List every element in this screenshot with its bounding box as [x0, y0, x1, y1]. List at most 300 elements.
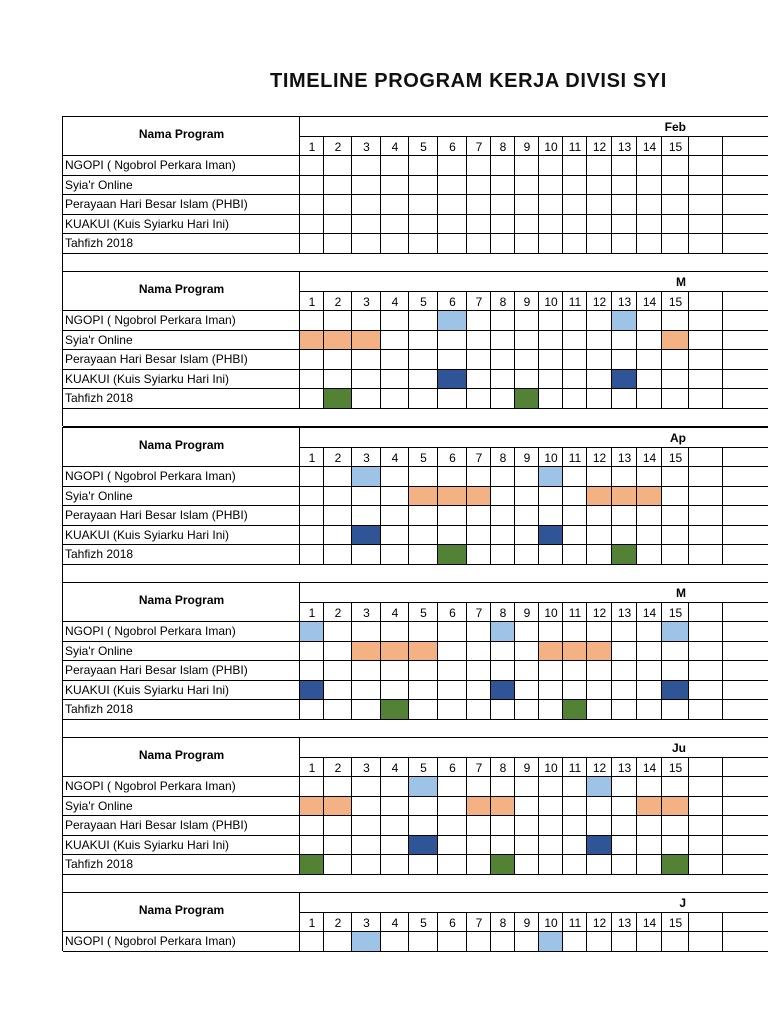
- schedule-cell[interactable]: [467, 350, 491, 370]
- schedule-cell[interactable]: [409, 797, 438, 817]
- schedule-cell[interactable]: [352, 797, 381, 817]
- schedule-cell[interactable]: [324, 467, 352, 487]
- schedule-cell[interactable]: [300, 176, 324, 196]
- schedule-cell[interactable]: [467, 777, 491, 797]
- schedule-cell[interactable]: [723, 487, 768, 507]
- schedule-cell[interactable]: [612, 156, 637, 176]
- schedule-cell[interactable]: [637, 816, 662, 836]
- schedule-cell[interactable]: [438, 855, 467, 875]
- schedule-cell[interactable]: [409, 370, 438, 390]
- schedule-cell[interactable]: [515, 467, 539, 487]
- schedule-cell[interactable]: [563, 156, 587, 176]
- schedule-cell[interactable]: [438, 777, 467, 797]
- scheduled-cell-orange[interactable]: [352, 331, 381, 351]
- schedule-cell[interactable]: [637, 467, 662, 487]
- schedule-cell[interactable]: [723, 176, 768, 196]
- schedule-cell[interactable]: [723, 816, 768, 836]
- scheduled-cell-orange[interactable]: [438, 487, 467, 507]
- scheduled-cell-green[interactable]: [563, 700, 587, 720]
- schedule-cell[interactable]: [689, 487, 723, 507]
- schedule-cell[interactable]: [689, 816, 723, 836]
- schedule-cell[interactable]: [324, 681, 352, 701]
- schedule-cell[interactable]: [515, 487, 539, 507]
- schedule-cell[interactable]: [539, 681, 563, 701]
- schedule-cell[interactable]: [381, 389, 409, 409]
- scheduled-cell-orange[interactable]: [539, 642, 563, 662]
- schedule-cell[interactable]: [563, 234, 587, 254]
- scheduled-cell-orange[interactable]: [637, 487, 662, 507]
- schedule-cell[interactable]: [723, 545, 768, 565]
- schedule-cell[interactable]: [723, 797, 768, 817]
- schedule-cell[interactable]: [563, 487, 587, 507]
- schedule-cell[interactable]: [637, 855, 662, 875]
- schedule-cell[interactable]: [352, 700, 381, 720]
- schedule-cell[interactable]: [689, 467, 723, 487]
- schedule-cell[interactable]: [563, 932, 587, 952]
- schedule-cell[interactable]: [515, 311, 539, 331]
- scheduled-cell-green[interactable]: [491, 855, 515, 875]
- schedule-cell[interactable]: [352, 836, 381, 856]
- schedule-cell[interactable]: [662, 777, 689, 797]
- schedule-cell[interactable]: [438, 622, 467, 642]
- schedule-cell[interactable]: [662, 836, 689, 856]
- schedule-cell[interactable]: [491, 526, 515, 546]
- schedule-cell[interactable]: [662, 195, 689, 215]
- schedule-cell[interactable]: [637, 234, 662, 254]
- schedule-cell[interactable]: [612, 331, 637, 351]
- schedule-cell[interactable]: [637, 642, 662, 662]
- scheduled-cell-orange[interactable]: [300, 331, 324, 351]
- schedule-cell[interactable]: [515, 506, 539, 526]
- schedule-cell[interactable]: [467, 681, 491, 701]
- schedule-cell[interactable]: [491, 700, 515, 720]
- scheduled-cell-green[interactable]: [438, 545, 467, 565]
- schedule-cell[interactable]: [515, 700, 539, 720]
- schedule-cell[interactable]: [637, 700, 662, 720]
- schedule-cell[interactable]: [689, 622, 723, 642]
- schedule-cell[interactable]: [438, 932, 467, 952]
- schedule-cell[interactable]: [352, 816, 381, 836]
- schedule-cell[interactable]: [515, 156, 539, 176]
- schedule-cell[interactable]: [324, 661, 352, 681]
- scheduled-cell-orange[interactable]: [563, 642, 587, 662]
- schedule-cell[interactable]: [381, 311, 409, 331]
- scheduled-cell-navy[interactable]: [438, 370, 467, 390]
- schedule-cell[interactable]: [381, 506, 409, 526]
- schedule-cell[interactable]: [723, 855, 768, 875]
- schedule-cell[interactable]: [723, 642, 768, 662]
- schedule-cell[interactable]: [467, 389, 491, 409]
- schedule-cell[interactable]: [409, 526, 438, 546]
- schedule-cell[interactable]: [491, 156, 515, 176]
- schedule-cell[interactable]: [587, 932, 612, 952]
- schedule-cell[interactable]: [612, 836, 637, 856]
- schedule-cell[interactable]: [563, 797, 587, 817]
- schedule-cell[interactable]: [300, 156, 324, 176]
- schedule-cell[interactable]: [409, 545, 438, 565]
- schedule-cell[interactable]: [491, 642, 515, 662]
- schedule-cell[interactable]: [612, 816, 637, 836]
- schedule-cell[interactable]: [324, 370, 352, 390]
- schedule-cell[interactable]: [515, 545, 539, 565]
- schedule-cell[interactable]: [612, 622, 637, 642]
- schedule-cell[interactable]: [491, 370, 515, 390]
- schedule-cell[interactable]: [467, 195, 491, 215]
- schedule-cell[interactable]: [689, 855, 723, 875]
- schedule-cell[interactable]: [637, 176, 662, 196]
- schedule-cell[interactable]: [689, 932, 723, 952]
- schedule-cell[interactable]: [515, 816, 539, 836]
- schedule-cell[interactable]: [689, 700, 723, 720]
- schedule-cell[interactable]: [515, 797, 539, 817]
- schedule-cell[interactable]: [612, 777, 637, 797]
- schedule-cell[interactable]: [409, 681, 438, 701]
- schedule-cell[interactable]: [637, 932, 662, 952]
- schedule-cell[interactable]: [438, 836, 467, 856]
- schedule-cell[interactable]: [587, 331, 612, 351]
- schedule-cell[interactable]: [612, 350, 637, 370]
- scheduled-cell-green[interactable]: [300, 855, 324, 875]
- schedule-cell[interactable]: [409, 506, 438, 526]
- scheduled-cell-lightblue[interactable]: [539, 467, 563, 487]
- schedule-cell[interactable]: [662, 526, 689, 546]
- schedule-cell[interactable]: [409, 700, 438, 720]
- schedule-cell[interactable]: [324, 234, 352, 254]
- schedule-cell[interactable]: [324, 487, 352, 507]
- schedule-cell[interactable]: [515, 195, 539, 215]
- schedule-cell[interactable]: [637, 506, 662, 526]
- schedule-cell[interactable]: [612, 797, 637, 817]
- schedule-cell[interactable]: [438, 331, 467, 351]
- schedule-cell[interactable]: [539, 389, 563, 409]
- schedule-cell[interactable]: [467, 331, 491, 351]
- schedule-cell[interactable]: [662, 234, 689, 254]
- schedule-cell[interactable]: [563, 331, 587, 351]
- schedule-cell[interactable]: [637, 681, 662, 701]
- schedule-cell[interactable]: [324, 622, 352, 642]
- schedule-cell[interactable]: [662, 545, 689, 565]
- schedule-cell[interactable]: [662, 370, 689, 390]
- schedule-cell[interactable]: [300, 389, 324, 409]
- schedule-cell[interactable]: [689, 389, 723, 409]
- schedule-cell[interactable]: [491, 777, 515, 797]
- schedule-cell[interactable]: [467, 622, 491, 642]
- schedule-cell[interactable]: [689, 681, 723, 701]
- schedule-cell[interactable]: [539, 700, 563, 720]
- schedule-cell[interactable]: [491, 816, 515, 836]
- schedule-cell[interactable]: [381, 797, 409, 817]
- schedule-cell[interactable]: [515, 836, 539, 856]
- schedule-cell[interactable]: [637, 836, 662, 856]
- schedule-cell[interactable]: [539, 545, 563, 565]
- schedule-cell[interactable]: [539, 234, 563, 254]
- schedule-cell[interactable]: [612, 215, 637, 235]
- schedule-cell[interactable]: [612, 681, 637, 701]
- schedule-cell[interactable]: [381, 526, 409, 546]
- schedule-cell[interactable]: [467, 642, 491, 662]
- schedule-cell[interactable]: [352, 506, 381, 526]
- schedule-cell[interactable]: [324, 506, 352, 526]
- schedule-cell[interactable]: [409, 234, 438, 254]
- schedule-cell[interactable]: [539, 855, 563, 875]
- schedule-cell[interactable]: [723, 700, 768, 720]
- schedule-cell[interactable]: [352, 681, 381, 701]
- schedule-cell[interactable]: [662, 156, 689, 176]
- schedule-cell[interactable]: [467, 545, 491, 565]
- schedule-cell[interactable]: [491, 467, 515, 487]
- schedule-cell[interactable]: [467, 311, 491, 331]
- scheduled-cell-orange[interactable]: [612, 487, 637, 507]
- schedule-cell[interactable]: [587, 855, 612, 875]
- schedule-cell[interactable]: [662, 350, 689, 370]
- scheduled-cell-lightblue[interactable]: [612, 311, 637, 331]
- schedule-cell[interactable]: [324, 642, 352, 662]
- schedule-cell[interactable]: [467, 234, 491, 254]
- schedule-cell[interactable]: [409, 467, 438, 487]
- schedule-cell[interactable]: [324, 176, 352, 196]
- schedule-cell[interactable]: [723, 215, 768, 235]
- schedule-cell[interactable]: [324, 545, 352, 565]
- schedule-cell[interactable]: [515, 526, 539, 546]
- schedule-cell[interactable]: [381, 467, 409, 487]
- schedule-cell[interactable]: [563, 389, 587, 409]
- schedule-cell[interactable]: [723, 467, 768, 487]
- scheduled-cell-orange[interactable]: [409, 642, 438, 662]
- schedule-cell[interactable]: [563, 836, 587, 856]
- schedule-cell[interactable]: [723, 195, 768, 215]
- schedule-cell[interactable]: [467, 215, 491, 235]
- schedule-cell[interactable]: [662, 932, 689, 952]
- schedule-cell[interactable]: [352, 545, 381, 565]
- schedule-cell[interactable]: [539, 156, 563, 176]
- schedule-cell[interactable]: [467, 467, 491, 487]
- schedule-cell[interactable]: [300, 777, 324, 797]
- schedule-cell[interactable]: [515, 215, 539, 235]
- schedule-cell[interactable]: [324, 311, 352, 331]
- schedule-cell[interactable]: [662, 389, 689, 409]
- schedule-cell[interactable]: [467, 156, 491, 176]
- schedule-cell[interactable]: [515, 176, 539, 196]
- schedule-cell[interactable]: [612, 855, 637, 875]
- schedule-cell[interactable]: [587, 389, 612, 409]
- schedule-cell[interactable]: [612, 700, 637, 720]
- schedule-cell[interactable]: [438, 350, 467, 370]
- schedule-cell[interactable]: [587, 370, 612, 390]
- scheduled-cell-orange[interactable]: [662, 331, 689, 351]
- schedule-cell[interactable]: [491, 176, 515, 196]
- schedule-cell[interactable]: [689, 526, 723, 546]
- schedule-cell[interactable]: [409, 622, 438, 642]
- scheduled-cell-lightblue[interactable]: [352, 467, 381, 487]
- schedule-cell[interactable]: [515, 370, 539, 390]
- schedule-cell[interactable]: [438, 700, 467, 720]
- schedule-cell[interactable]: [689, 195, 723, 215]
- schedule-cell[interactable]: [381, 370, 409, 390]
- schedule-cell[interactable]: [352, 311, 381, 331]
- schedule-cell[interactable]: [587, 545, 612, 565]
- schedule-cell[interactable]: [381, 156, 409, 176]
- schedule-cell[interactable]: [381, 681, 409, 701]
- schedule-cell[interactable]: [324, 526, 352, 546]
- schedule-cell[interactable]: [491, 545, 515, 565]
- schedule-cell[interactable]: [612, 467, 637, 487]
- schedule-cell[interactable]: [515, 681, 539, 701]
- schedule-cell[interactable]: [324, 777, 352, 797]
- schedule-cell[interactable]: [587, 506, 612, 526]
- scheduled-cell-green[interactable]: [515, 389, 539, 409]
- schedule-cell[interactable]: [587, 526, 612, 546]
- schedule-cell[interactable]: [689, 777, 723, 797]
- schedule-cell[interactable]: [352, 661, 381, 681]
- schedule-cell[interactable]: [723, 777, 768, 797]
- schedule-cell[interactable]: [491, 836, 515, 856]
- schedule-cell[interactable]: [300, 661, 324, 681]
- schedule-cell[interactable]: [467, 506, 491, 526]
- schedule-cell[interactable]: [409, 311, 438, 331]
- schedule-cell[interactable]: [689, 642, 723, 662]
- schedule-cell[interactable]: [300, 487, 324, 507]
- scheduled-cell-orange[interactable]: [662, 797, 689, 817]
- schedule-cell[interactable]: [324, 156, 352, 176]
- schedule-cell[interactable]: [300, 545, 324, 565]
- schedule-cell[interactable]: [637, 545, 662, 565]
- schedule-cell[interactable]: [300, 932, 324, 952]
- schedule-cell[interactable]: [438, 661, 467, 681]
- schedule-cell[interactable]: [612, 176, 637, 196]
- schedule-cell[interactable]: [637, 777, 662, 797]
- schedule-cell[interactable]: [491, 389, 515, 409]
- schedule-cell[interactable]: [637, 311, 662, 331]
- schedule-cell[interactable]: [324, 855, 352, 875]
- schedule-cell[interactable]: [467, 370, 491, 390]
- schedule-cell[interactable]: [409, 350, 438, 370]
- schedule-cell[interactable]: [689, 661, 723, 681]
- scheduled-cell-navy[interactable]: [491, 681, 515, 701]
- schedule-cell[interactable]: [723, 836, 768, 856]
- scheduled-cell-green[interactable]: [662, 855, 689, 875]
- schedule-cell[interactable]: [563, 777, 587, 797]
- schedule-cell[interactable]: [300, 816, 324, 836]
- schedule-cell[interactable]: [438, 816, 467, 836]
- schedule-cell[interactable]: [587, 700, 612, 720]
- schedule-cell[interactable]: [491, 932, 515, 952]
- schedule-cell[interactable]: [563, 622, 587, 642]
- schedule-cell[interactable]: [563, 350, 587, 370]
- schedule-cell[interactable]: [723, 681, 768, 701]
- schedule-cell[interactable]: [352, 370, 381, 390]
- schedule-cell[interactable]: [587, 311, 612, 331]
- schedule-cell[interactable]: [409, 215, 438, 235]
- schedule-cell[interactable]: [381, 545, 409, 565]
- schedule-cell[interactable]: [381, 234, 409, 254]
- schedule-cell[interactable]: [662, 215, 689, 235]
- schedule-cell[interactable]: [324, 215, 352, 235]
- schedule-cell[interactable]: [637, 331, 662, 351]
- scheduled-cell-lightblue[interactable]: [300, 622, 324, 642]
- schedule-cell[interactable]: [467, 700, 491, 720]
- schedule-cell[interactable]: [324, 816, 352, 836]
- schedule-cell[interactable]: [539, 661, 563, 681]
- schedule-cell[interactable]: [539, 777, 563, 797]
- schedule-cell[interactable]: [637, 526, 662, 546]
- scheduled-cell-orange[interactable]: [587, 487, 612, 507]
- schedule-cell[interactable]: [539, 836, 563, 856]
- schedule-cell[interactable]: [563, 176, 587, 196]
- schedule-cell[interactable]: [612, 526, 637, 546]
- schedule-cell[interactable]: [491, 331, 515, 351]
- schedule-cell[interactable]: [637, 215, 662, 235]
- schedule-cell[interactable]: [467, 816, 491, 836]
- schedule-cell[interactable]: [612, 932, 637, 952]
- schedule-cell[interactable]: [539, 370, 563, 390]
- schedule-cell[interactable]: [723, 506, 768, 526]
- schedule-cell[interactable]: [587, 797, 612, 817]
- schedule-cell[interactable]: [300, 350, 324, 370]
- schedule-cell[interactable]: [438, 176, 467, 196]
- schedule-cell[interactable]: [381, 331, 409, 351]
- schedule-cell[interactable]: [587, 234, 612, 254]
- scheduled-cell-green[interactable]: [381, 700, 409, 720]
- schedule-cell[interactable]: [300, 234, 324, 254]
- schedule-cell[interactable]: [689, 350, 723, 370]
- schedule-cell[interactable]: [438, 506, 467, 526]
- schedule-cell[interactable]: [438, 215, 467, 235]
- schedule-cell[interactable]: [689, 370, 723, 390]
- schedule-cell[interactable]: [587, 156, 612, 176]
- schedule-cell[interactable]: [300, 215, 324, 235]
- schedule-cell[interactable]: [563, 370, 587, 390]
- schedule-cell[interactable]: [381, 215, 409, 235]
- schedule-cell[interactable]: [637, 389, 662, 409]
- schedule-cell[interactable]: [438, 797, 467, 817]
- schedule-cell[interactable]: [467, 176, 491, 196]
- schedule-cell[interactable]: [491, 350, 515, 370]
- schedule-cell[interactable]: [637, 195, 662, 215]
- scheduled-cell-orange[interactable]: [324, 797, 352, 817]
- schedule-cell[interactable]: [300, 311, 324, 331]
- schedule-cell[interactable]: [723, 350, 768, 370]
- schedule-cell[interactable]: [587, 350, 612, 370]
- schedule-cell[interactable]: [563, 545, 587, 565]
- schedule-cell[interactable]: [438, 195, 467, 215]
- schedule-cell[interactable]: [352, 622, 381, 642]
- schedule-cell[interactable]: [352, 777, 381, 797]
- schedule-cell[interactable]: [539, 331, 563, 351]
- schedule-cell[interactable]: [438, 156, 467, 176]
- schedule-cell[interactable]: [723, 311, 768, 331]
- schedule-cell[interactable]: [352, 487, 381, 507]
- schedule-cell[interactable]: [689, 797, 723, 817]
- schedule-cell[interactable]: [324, 195, 352, 215]
- scheduled-cell-orange[interactable]: [587, 642, 612, 662]
- schedule-cell[interactable]: [723, 526, 768, 546]
- schedule-cell[interactable]: [324, 700, 352, 720]
- schedule-cell[interactable]: [300, 195, 324, 215]
- schedule-cell[interactable]: [563, 661, 587, 681]
- schedule-cell[interactable]: [723, 389, 768, 409]
- schedule-cell[interactable]: [539, 622, 563, 642]
- schedule-cell[interactable]: [637, 350, 662, 370]
- scheduled-cell-lightblue[interactable]: [352, 932, 381, 952]
- scheduled-cell-navy[interactable]: [300, 681, 324, 701]
- scheduled-cell-orange[interactable]: [491, 797, 515, 817]
- scheduled-cell-navy[interactable]: [352, 526, 381, 546]
- schedule-cell[interactable]: [300, 700, 324, 720]
- schedule-cell[interactable]: [539, 487, 563, 507]
- schedule-cell[interactable]: [539, 797, 563, 817]
- schedule-cell[interactable]: [539, 506, 563, 526]
- schedule-cell[interactable]: [515, 234, 539, 254]
